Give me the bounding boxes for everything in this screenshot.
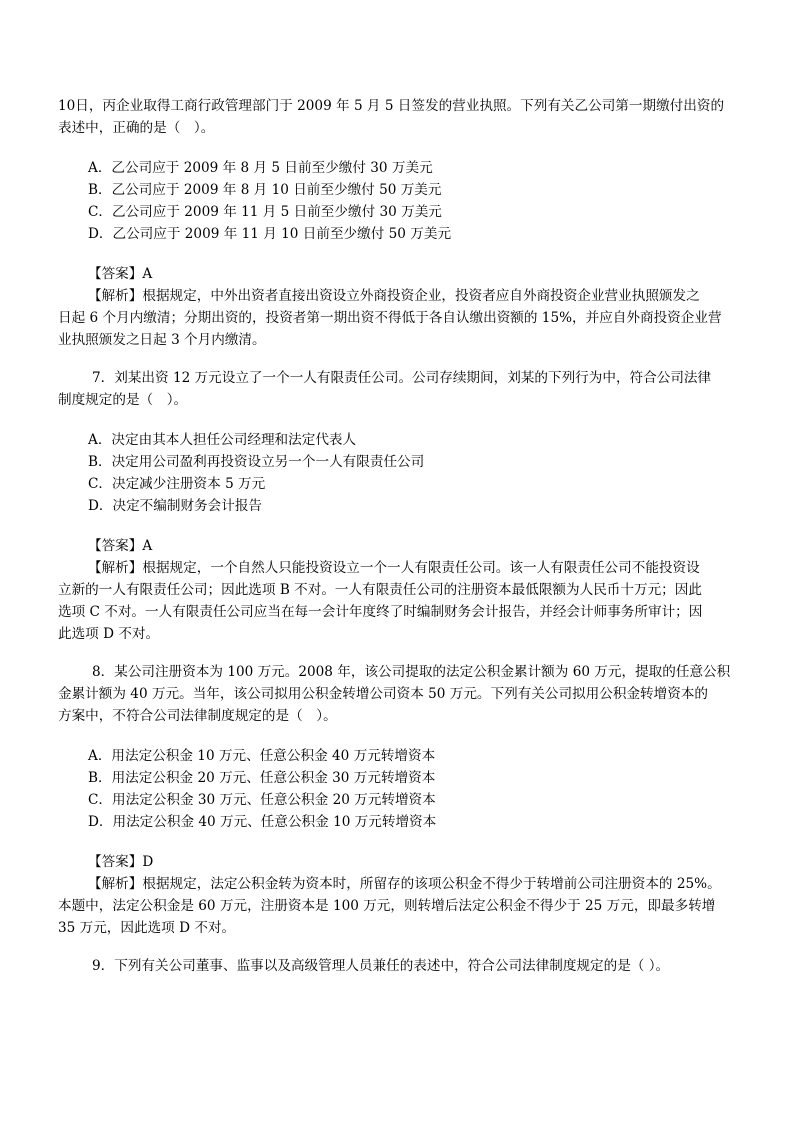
question-6-options (88, 157, 724, 245)
question-7-explanation-line-3: 选项 C 不对。一人有限责任公司应当在每一会计年度终了时编制财务会计报告，并经会计师事务所审计；因 (58, 604, 703, 620)
question-6-line-2: 表述中，正确的是（ ）。 (58, 120, 215, 136)
question-6-explanation-line-2: 日起 6 个月内缴清；分期出资的，投资者第一期出资不得低于各自认缴出资额的 15%，并应自外商投资企业营 (58, 310, 722, 326)
question-7-explanation-line-4: 此选项 D 不对。 (58, 626, 160, 642)
question-6-stem (58, 95, 725, 139)
question-9-line-1: 9．下列有关公司董事、监事以及高级管理人员兼任的表述中，符合公司法律制度规定的是（ ）。 (92, 958, 670, 974)
question-8-line-1: 8．某公司注册资本为 100 万元。2008 年，该公司提取的法定公积金累计额为 60 万元，提取的任意公积 (92, 664, 731, 680)
question-8-explanation-line-3: 35 万元，因此选项 D 不对。 (58, 920, 236, 936)
question-8-option-a: A．用法定公积金 10 万元、任意公积金 40 万元转增资本 (88, 748, 436, 764)
question-7-options (88, 429, 724, 517)
question-8-line-2: 金累计额为 40 万元。当年，该公司拟用公积金转增公司资本 50 万元。下列有关公司拟用公积金转增资本的 (58, 686, 709, 702)
question-7-stem (58, 367, 724, 411)
question-8-line-3: 方案中，不符合公司法律制度规定的是（ ）。 (58, 708, 337, 724)
question-6-option-b: B．乙公司应于 2009 年 8 月 10 日前至少缴付 50 万美元 (88, 182, 442, 198)
question-6-option-a: A．乙公司应于 2009 年 8 月 5 日前至少缴付 30 万美元 (88, 160, 433, 176)
question-8-options (88, 745, 724, 833)
question-6-explanation-line-3: 业执照颁发之日起 3 个月内缴清。 (58, 332, 266, 348)
question-6-answer-block (58, 263, 724, 351)
question-7-option-d: D．决定不编制财务会计报告 (88, 498, 263, 514)
question-8-answer-block (58, 851, 724, 939)
question-6-line-1: 10日，丙企业取得工商行政管理部门于 2009 年 5 月 5 日签发的营业执照。下列有关乙公司第一期缴付出资的 (58, 98, 725, 114)
question-7-line-1: 7．刘某出资 12 万元设立了一个一人有限责任公司。公司存续期间，刘某的下列行为中，符合公司法律 (92, 370, 712, 386)
question-7-explanation-line-2: 立新的一人有限责任公司；因此选项 B 不对。一人有限责任公司的注册资本最低限额为人民币十万元；因此 (58, 582, 702, 598)
question-8-option-b: B．用法定公积金 20 万元、任意公积金 30 万元转增资本 (88, 770, 436, 786)
question-7-option-c: C．决定减少注册资本 5 万元 (88, 476, 266, 492)
question-6-answer: 【答案】A (88, 266, 153, 282)
question-7-option-b: B．决定用公司盈利再投资设立另一个一人有限责任公司 (88, 454, 425, 470)
question-9-stem (88, 955, 724, 977)
question-8-answer: 【答案】D (88, 854, 154, 870)
question-6-option-d: D．乙公司应于 2009 年 11 月 10 日前至少缴付 50 万美元 (88, 226, 452, 242)
question-8-explanation-line-2: 本题中，法定公积金是 60 万元，注册资本是 100 万元，则转增后法定公积金不得少于 25 万元，即最多转增 (58, 898, 716, 914)
question-8-stem (58, 661, 731, 727)
question-8-option-c: C．用法定公积金 30 万元、任意公积金 20 万元转增资本 (88, 792, 436, 808)
question-8-option-d: D．用法定公积金 40 万元、任意公积金 10 万元转增资本 (88, 814, 437, 830)
question-7-line-2: 制度规定的是（ ）。 (58, 392, 188, 408)
question-7-option-a: A．决定由其本人担任公司经理和法定代表人 (88, 432, 357, 448)
question-7-answer: 【答案】A (88, 538, 153, 554)
question-8-explanation-line-1: 【解析】根据规定，法定公积金转为资本时，所留存的该项公积金不得少于转增前公司注册资本的 25%。 (88, 876, 721, 892)
question-6-explanation-line-1: 【解析】根据规定，中外出资者直接出资设立外商投资企业，投资者应自外商投资企业营业执照颁发之 (88, 288, 700, 304)
question-7-explanation-line-1: 【解析】根据规定，一个自然人只能投资设立一个一人有限责任公司。该一人有限责任公司不能投资设 (88, 560, 700, 576)
question-7-answer-block (58, 535, 724, 645)
question-6-option-c: C．乙公司应于 2009 年 11 月 5 日前至少缴付 30 万美元 (88, 204, 442, 220)
